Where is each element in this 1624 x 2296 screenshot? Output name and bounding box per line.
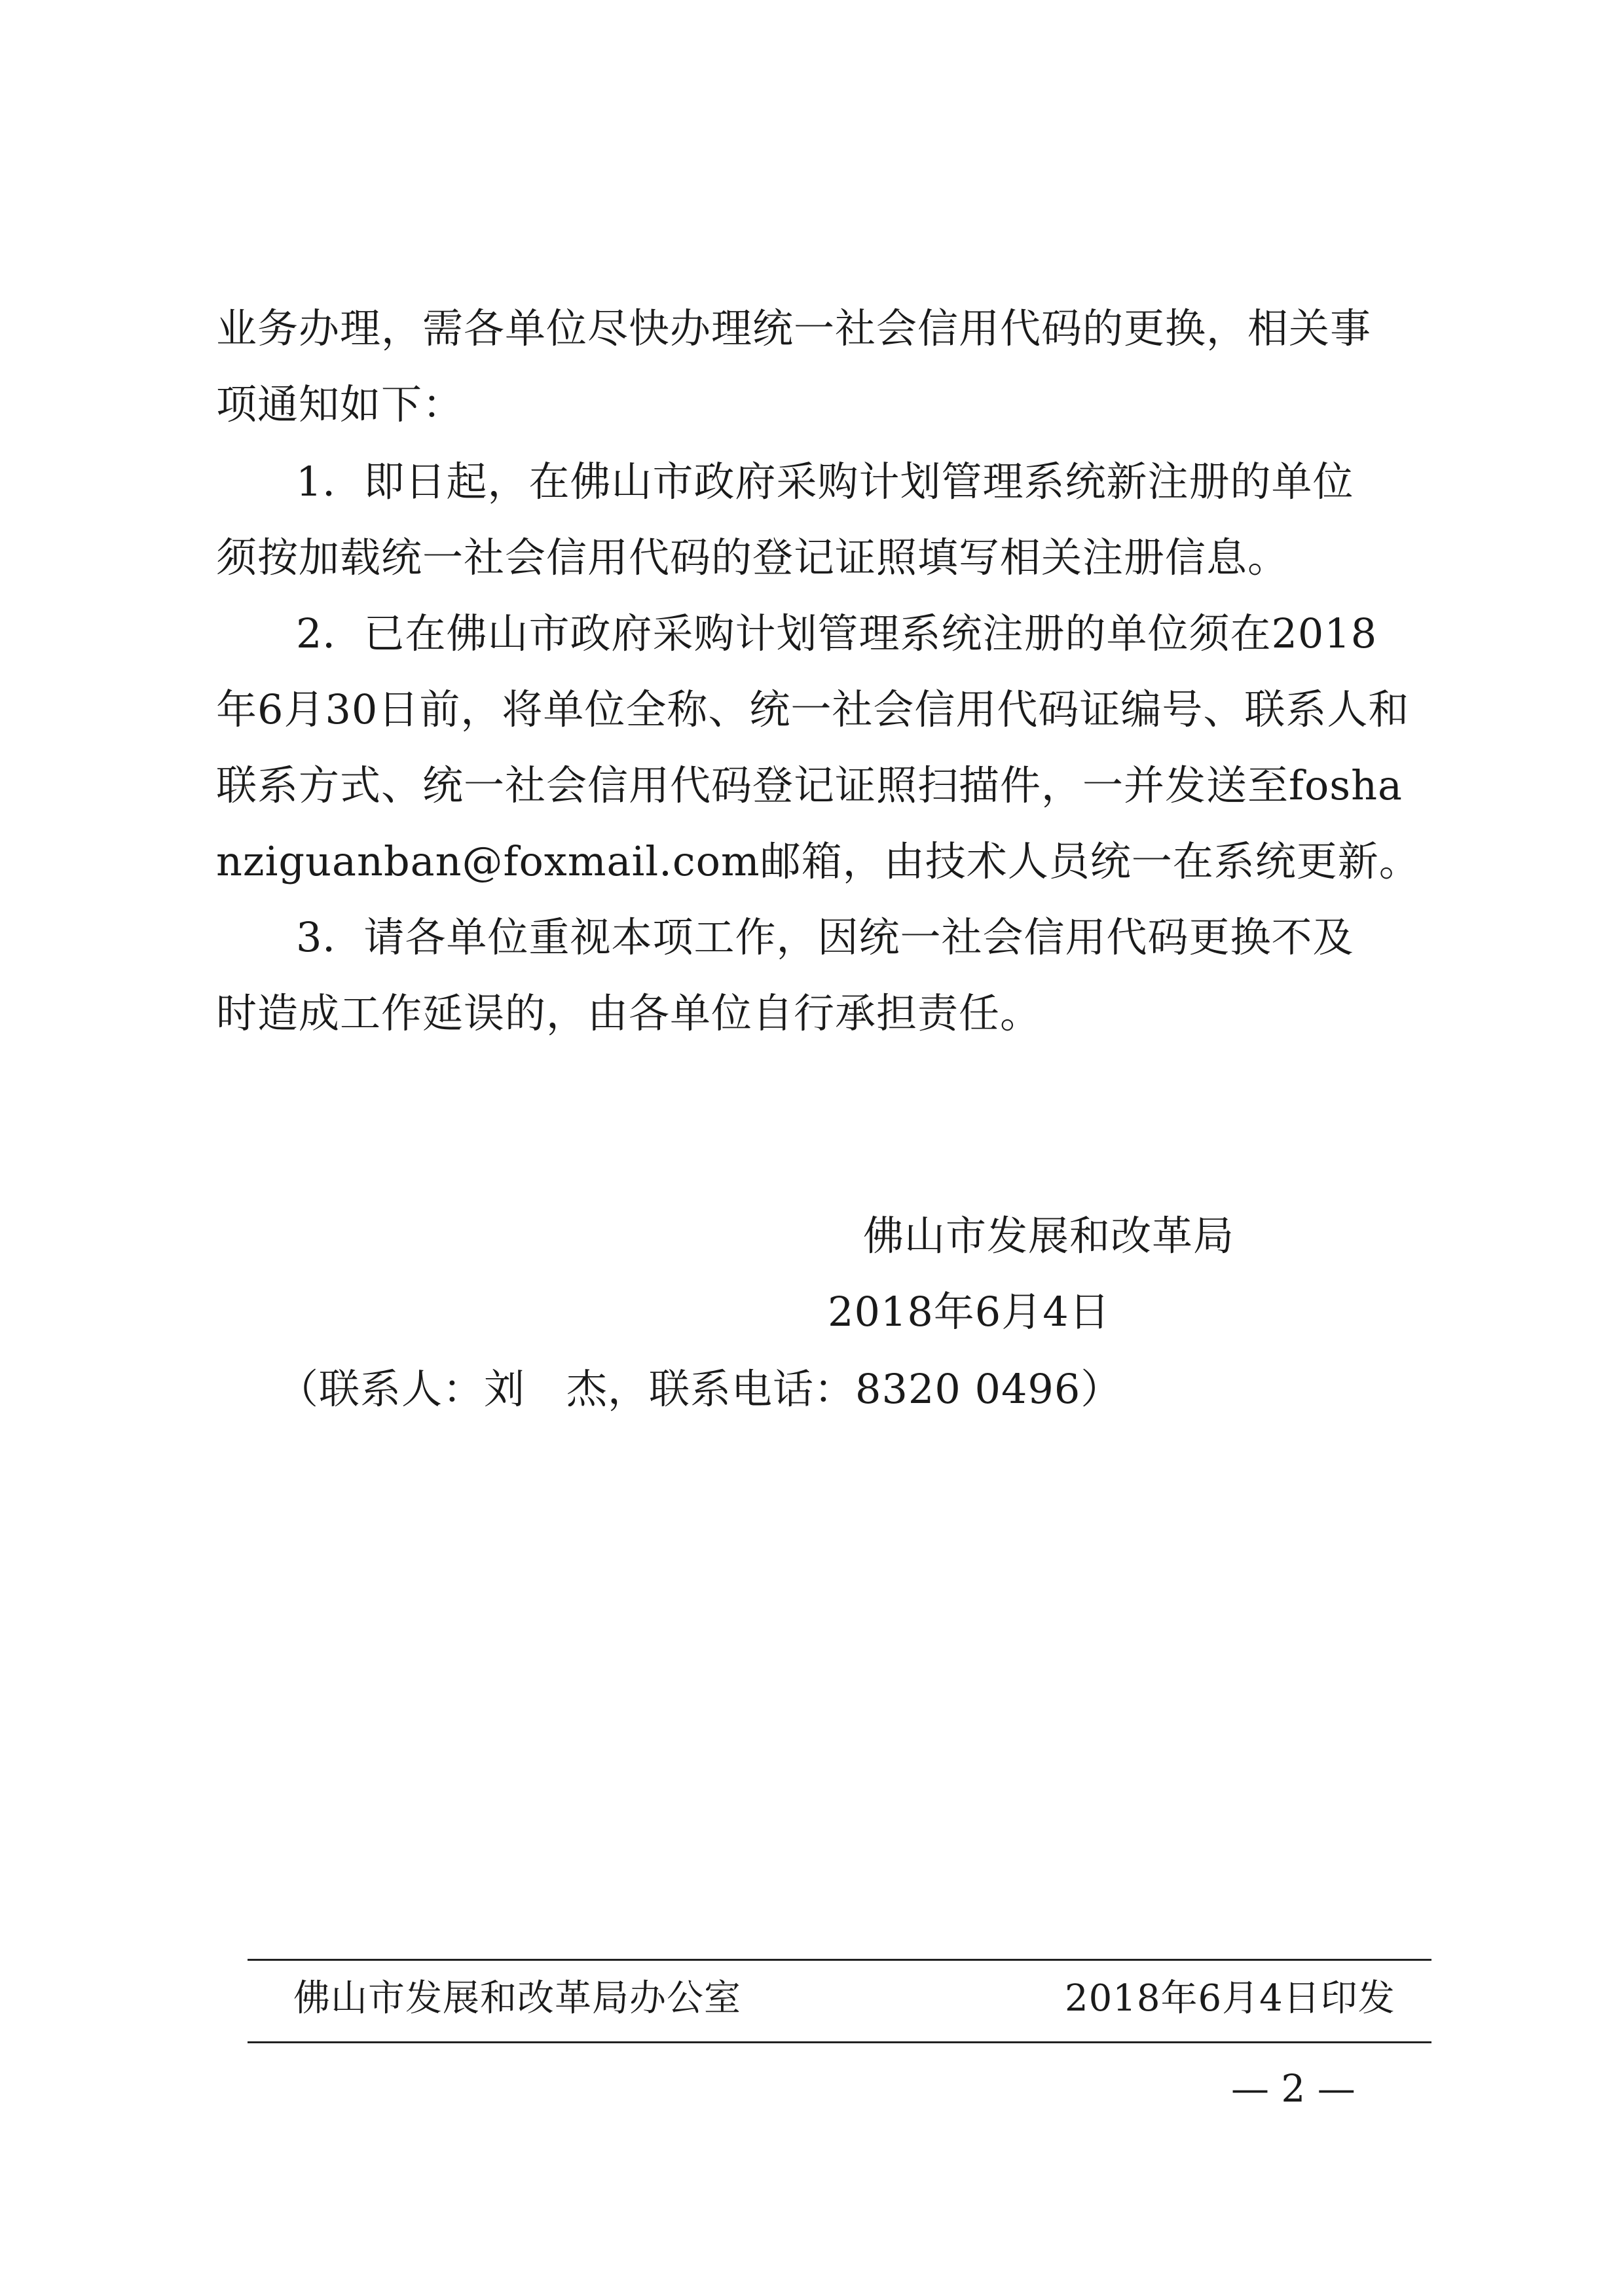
footer-top-rule [248, 1959, 1431, 1961]
item-1-line-1: 1．即日起，在佛山市政府采购计划管理系统新注册的单位 [296, 458, 1354, 505]
contact-info: （联系人：刘 杰，联系电话：8320 0496） [278, 1365, 1122, 1413]
item-3-line-1: 3．请各单位重视本项工作，因统一社会信用代码更换不及 [296, 913, 1354, 961]
intro-line-2: 项通知如下： [216, 380, 464, 428]
item-1-line-2: 须按加载统一社会信用代码的登记证照填写相关注册信息。 [216, 534, 1289, 581]
item-3-line-2: 时造成工作延误的，由各单位自行承担责任。 [216, 989, 1042, 1037]
page-number: — 2 — [1231, 2066, 1356, 2111]
signature-date: 2018年6月4日 [828, 1288, 1111, 1336]
issuer-signature: 佛山市发展和改革局 [863, 1212, 1235, 1260]
item-2-line-1: 2．已在佛山市政府采购计划管理系统注册的单位须在2018 [296, 610, 1378, 657]
item-2-line-3: 联系方式、统一社会信用代码登记证照扫描件，一并发送至fosha [216, 761, 1403, 809]
footer-issue-date: 2018年6月4日印发 [1065, 1977, 1395, 2020]
intro-line-1: 业务办理，需各单位尽快办理统一社会信用代码的更换，相关事 [216, 304, 1372, 352]
footer-bottom-rule [248, 2041, 1431, 2043]
footer-office: 佛山市发展和改革局办公室 [293, 1977, 741, 2020]
item-2-line-2: 年6月30日前，将单位全称、统一社会信用代码证编号、联系人和 [216, 685, 1410, 733]
item-2-line-4: nziguanban@foxmail.com邮箱，由技术人员统一在系统更新。 [216, 837, 1420, 885]
